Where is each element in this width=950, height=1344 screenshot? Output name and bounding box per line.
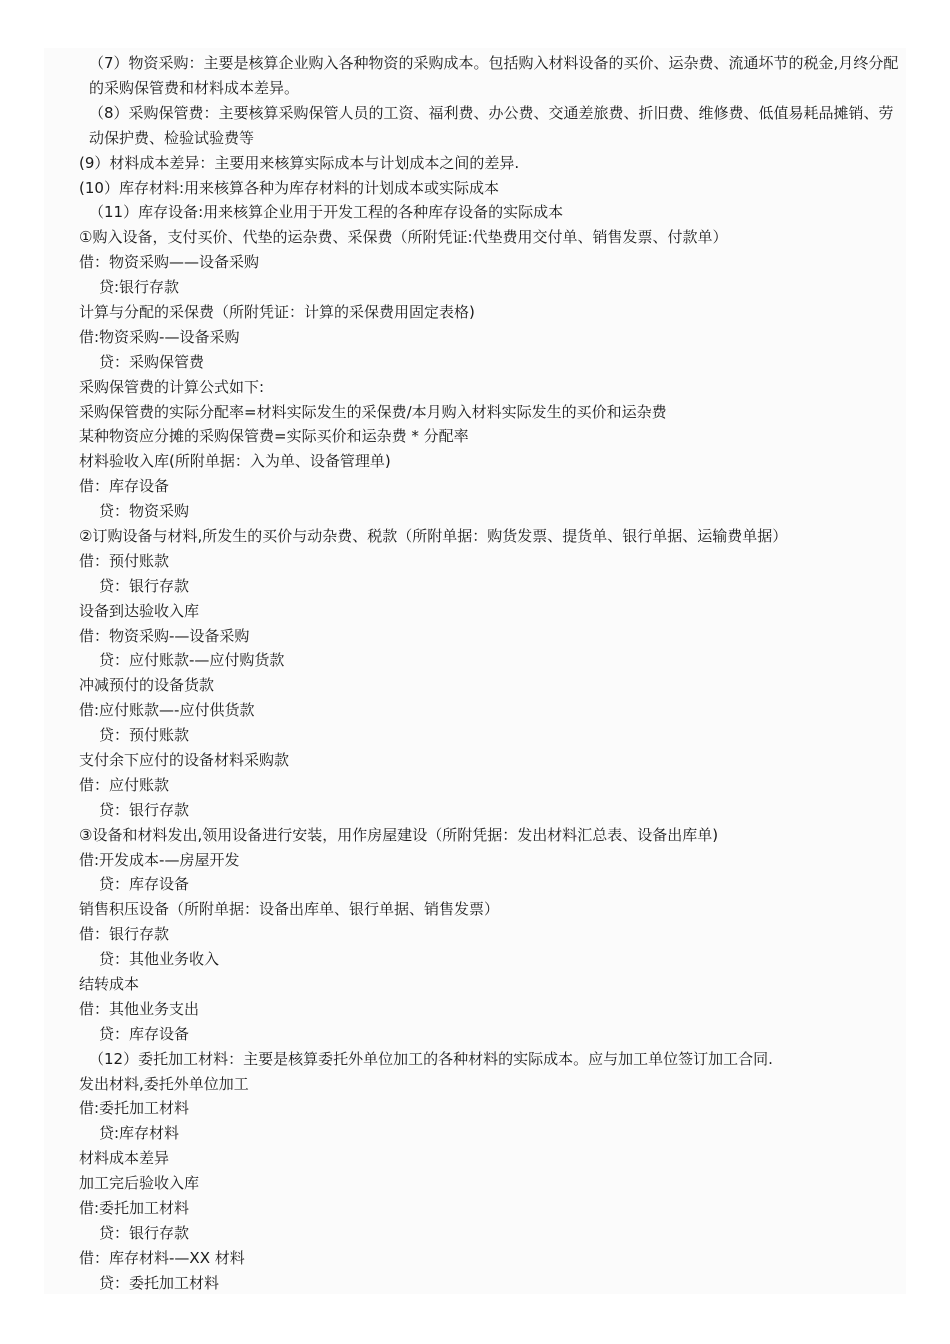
paragraph-10: (10）库存材料:用来核算各种为库存材料的计划成本或实际成本 — [79, 178, 499, 197]
credit-line: 贷：物资采购 — [99, 502, 190, 521]
formula-line: 某种物资应分摊的采购保管费=实际买价和运杂费 * 分配率 — [79, 427, 469, 446]
text-line: 采购保管费的计算公式如下: — [79, 377, 265, 396]
debit-line: 借：银行存款 — [79, 925, 170, 944]
debit-line: 借：物资采购——设备采购 — [79, 253, 260, 272]
credit-line: 贷：预付账款 — [99, 726, 190, 745]
credit-line: 贷：库存设备 — [99, 1024, 190, 1043]
step-3-heading: ③设备和材料发出,领用设备进行安装，用作房屋建设（所附凭据：发出材料汇总表、设备出库单) — [79, 825, 719, 844]
text-line: 加工完后验收入库 — [79, 1174, 200, 1193]
formula-line: 采购保管费的实际分配率=材料实际发生的采保费/本月购入材料实际发生的买价和运杂费 — [79, 402, 667, 421]
paragraph-9: (9）材料成本差异：主要用来核算实际成本与计划成本之间的差异. — [79, 153, 520, 172]
text-line: 计算与分配的采保费（所附凭证：计算的采保费用固定表格) — [79, 302, 475, 321]
credit-line: 贷：银行存款 — [99, 1223, 190, 1242]
debit-line: 借:开发成本-—房屋开发 — [79, 850, 240, 869]
credit-line: 贷：库存设备 — [99, 875, 190, 894]
debit-line: 借:委托加工材料 — [79, 1099, 190, 1118]
debit-line: 借：其他业务支出 — [79, 999, 200, 1018]
text-line: 发出材料,委托外单位加工 — [79, 1074, 249, 1093]
credit-line: 贷:库存材料 — [99, 1124, 180, 1143]
credit-line: 贷：银行存款 — [99, 800, 190, 819]
credit-line: 贷:银行存款 — [99, 278, 180, 297]
debit-line: 借：物资采购-—设备采购 — [79, 626, 250, 645]
text-line: 材料验收入库(所附单据：入为单、设备管理单) — [79, 452, 391, 471]
document-page — [44, 48, 906, 1294]
paragraph-11: （11）库存设备:用来核算企业用于开发工程的各种库存设备的实际成本 — [89, 203, 564, 222]
text-line: 材料成本差异 — [79, 1149, 170, 1168]
debit-line: 借:委托加工材料 — [79, 1199, 190, 1218]
paragraph-7: （7）物资采购：主要是核算企业购入各种物资的采购成本。包括购入材料设备的买价、运杂费、流通坏节的税金,月终分配的采购保管费和材料成本差异。 — [89, 54, 899, 97]
text-line: 冲减预付的设备货款 — [79, 676, 215, 695]
credit-line: 贷：银行存款 — [99, 576, 190, 595]
paragraph-8: （8）采购保管费：主要核算采购保管人员的工资、福利费、办公费、交通差旅费、折旧费、维修费、低值易耗品摊销、劳动保护费、检验试验费等 — [89, 103, 894, 147]
debit-line: 借：应付账款 — [79, 775, 170, 794]
debit-line: 借：库存材料-—XX 材料 — [79, 1248, 245, 1267]
debit-line: 借:物资采购-—设备采购 — [79, 327, 240, 346]
text-line: 销售积压设备（所附单据：设备出库单、银行单据、销售发票） — [79, 900, 500, 919]
debit-line: 借：预付账款 — [79, 551, 170, 570]
text-line: 设备到达验收入库 — [79, 601, 200, 620]
credit-line: 贷：应付账款-—应付购货款 — [99, 651, 285, 670]
text-line: 支付余下应付的设备材料采购款 — [79, 751, 290, 769]
text-line: 结转成本 — [79, 975, 140, 994]
credit-line: 贷：委托加工材料 — [99, 1273, 220, 1292]
step-2-heading: ②订购设备与材料,所发生的买价与动杂费、税款（所附单据：购货发票、提货单、银行单据、运输费单据） — [79, 526, 788, 545]
step-1-heading: ①购入设备，支付买价、代垫的运杂费、采保费（所附凭证:代垫费用交付单、销售发票、付款单） — [79, 228, 728, 247]
credit-line: 贷：采购保管费 — [99, 352, 205, 371]
credit-line: 贷：其他业务收入 — [99, 950, 220, 969]
debit-line: 借:应付账款—-应付供货款 — [79, 701, 255, 720]
debit-line: 借：库存设备 — [79, 477, 170, 496]
paragraph-12: （12）委托加工材料：主要是核算委托外单位加工的各种材料的实际成本。应与加工单位签订加工合同. — [89, 1049, 773, 1068]
